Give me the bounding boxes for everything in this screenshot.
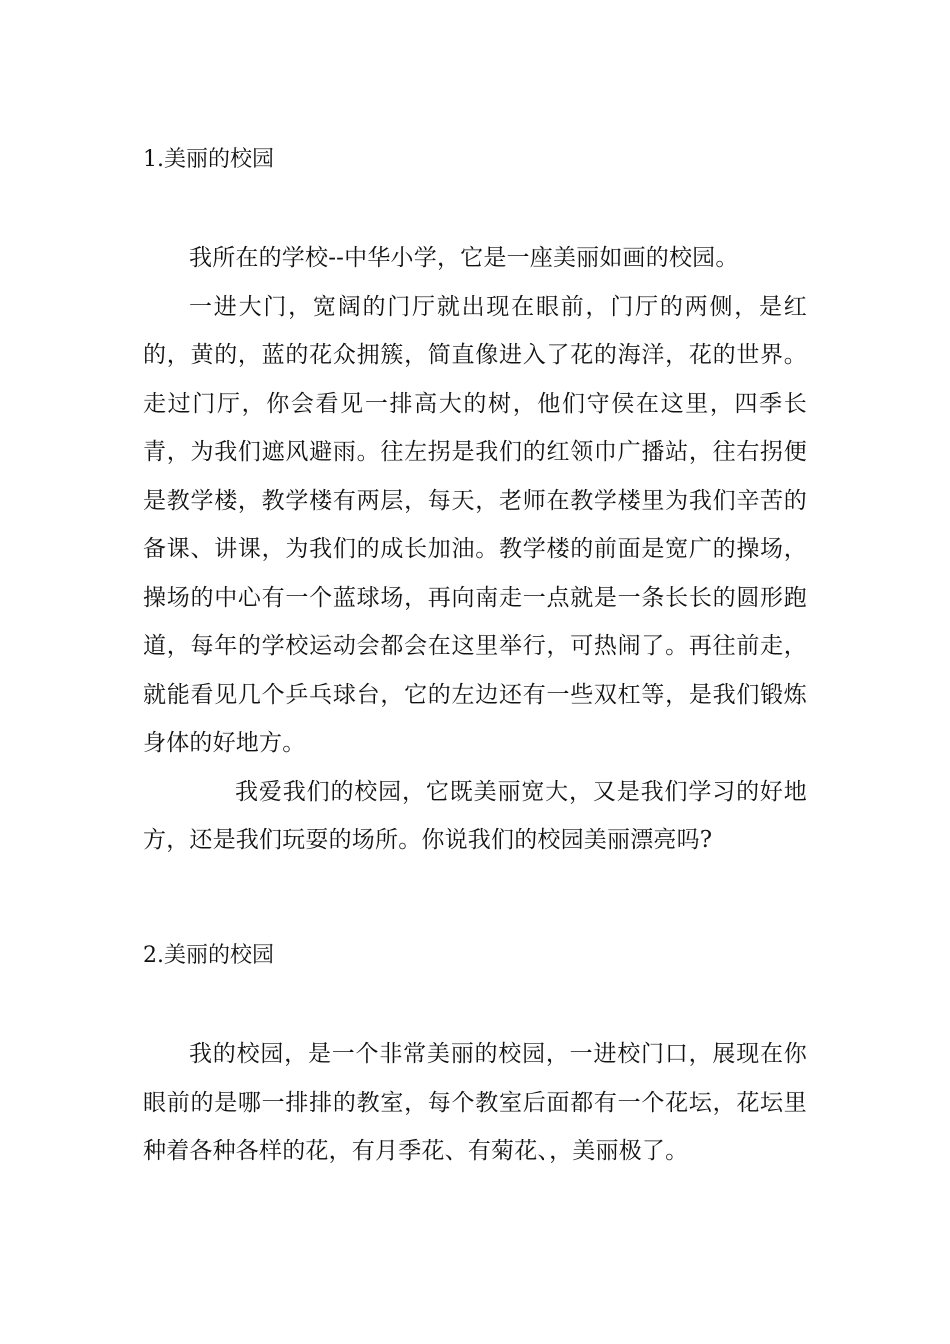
essay-section-2 xyxy=(143,940,807,1176)
section-heading: 2.美丽的校园 xyxy=(143,943,274,968)
paragraph: 一进大门，宽阔的门厅就出现在眼前，门厅的两侧，是红的，黄的，蓝的花众拥簇，简直像进入了花的海洋，花的世界。走过门厅，你会看见一排高大的树，他们守侯在这里，四季长青，为我们遮风避雨。往左拐是我们的红领巾广播站，往右拐便是教学楼，教学楼有两层，每天，老师在教学楼里为我们辛苦的备课、讲课，为我们的成长加油。教学楼的前面是宽广的操场，操场的中心有一个蓝球场，再向南走一点就是一条长长的圆形跑道，每年的学校运动会都会在这里举行，可热闹了。再往前走，就能看见几个乒乓球台，它的左边还有一些双杠等，是我们锻炼身体的好地方。 xyxy=(143,293,807,756)
essay-section-1 xyxy=(143,144,807,865)
paragraph: 我所在的学校--中华小学，它是一座美丽如画的校园。 xyxy=(189,245,739,271)
section-body xyxy=(143,234,807,865)
section-body xyxy=(143,1030,807,1176)
paragraph: 我的校园，是一个非常美丽的校园，一进校门口，展现在你眼前的是哪一排排的教室，每个教室后面都有一个花坛，花坛里种着各种各样的花，有月季花、有菊花、，美丽极了。 xyxy=(143,1041,807,1164)
paragraph: 我爱我们的校园，它既美丽宽大，又是我们学习的好地方，还是我们玩耍的场所。你说我们的校园美丽漂亮吗? xyxy=(143,778,807,853)
section-heading: 1.美丽的校园 xyxy=(143,147,274,172)
